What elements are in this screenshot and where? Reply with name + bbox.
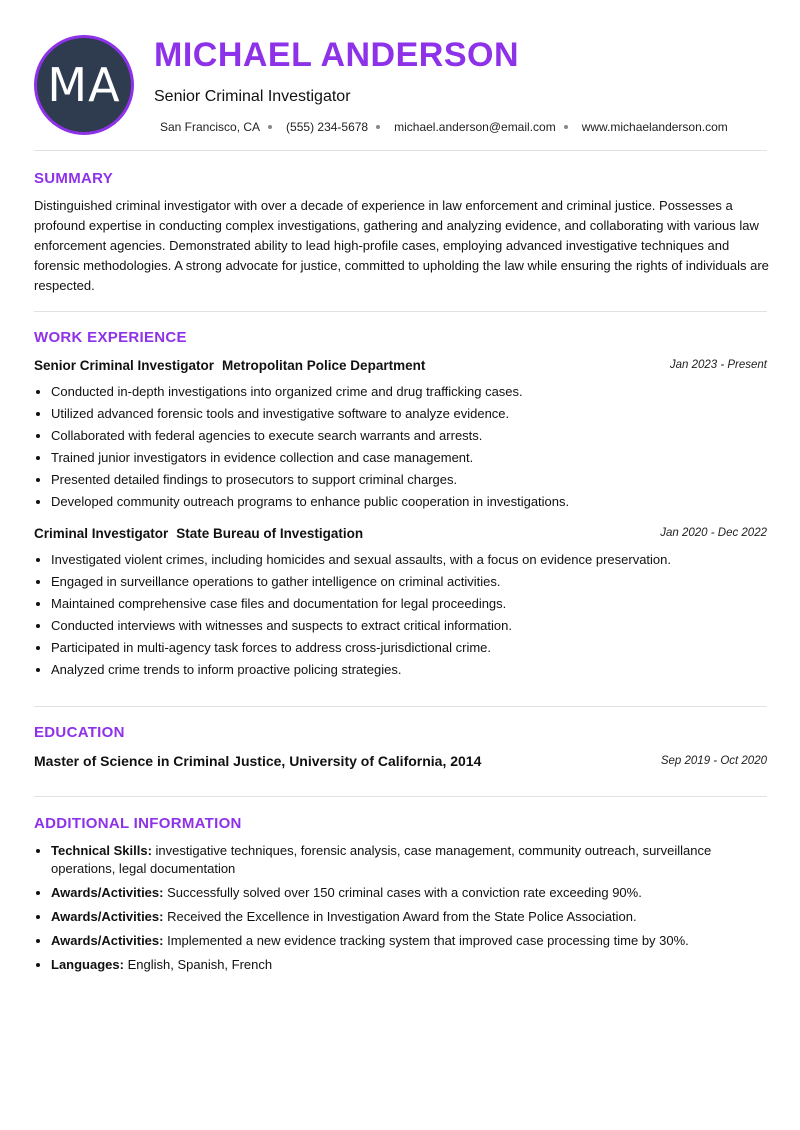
list-item xyxy=(51,908,767,926)
item-label: Awards/Activities: xyxy=(51,909,164,924)
education-heading: EDUCATION xyxy=(34,724,125,741)
item-label: Awards/Activities: xyxy=(51,933,164,948)
item-text: investigative techniques, forensic analysis, case management, community outreach, surveillance operations, legal documentation xyxy=(51,843,712,876)
list-item: • Analyzed crime trends to inform proactive policing strategies. xyxy=(51,659,767,681)
additional-heading: ADDITIONAL INFORMATION xyxy=(34,815,242,832)
summary-heading: SUMMARY xyxy=(34,170,114,187)
list-item: • Engaged in surveillance operations to gather intelligence on criminal activities. xyxy=(51,571,767,593)
contact-phone: (555) 234-5678 xyxy=(286,120,369,134)
item-label: Languages: xyxy=(51,957,124,972)
section-divider xyxy=(34,311,767,312)
item-text: Successfully solved over 150 criminal cases with a conviction rate exceeding 90%. xyxy=(167,885,642,900)
item-text: Received the Excellence in Investigation Award from the State Police Association. xyxy=(167,909,637,924)
list-item: • Developed community outreach programs to enhance public cooperation in investigations. xyxy=(51,491,767,513)
list-item: • Conducted in-depth investigations into organized crime and drug trafficking cases. xyxy=(51,381,767,403)
list-item: • Maintained comprehensive case files and documentation for legal proceedings. xyxy=(51,593,767,615)
job-role: Criminal Investigator xyxy=(34,526,169,541)
job-header xyxy=(34,526,767,544)
list-item: • Investigated violent crimes, including homicides and sexual assaults, with a focus on evidence preservation. xyxy=(51,549,767,571)
section-divider xyxy=(34,706,767,707)
job-organization: State Bureau of Investigation xyxy=(176,526,364,541)
avatar xyxy=(34,35,134,135)
separator-dot xyxy=(268,125,272,129)
list-item: • Participated in multi-agency task forces to address cross-jurisdictional crime. xyxy=(51,637,767,659)
job-header xyxy=(34,358,767,376)
candidate-name: MICHAEL ANDERSON xyxy=(154,36,520,74)
job-dates: Jan 2023 - Present xyxy=(669,359,767,371)
contact-location: San Francisco, CA xyxy=(160,120,261,134)
list-item: • Trained junior investigators in evidence collection and case management. xyxy=(51,447,767,469)
contact-row xyxy=(160,120,728,134)
section-divider xyxy=(34,796,767,797)
experience-heading: WORK EXPERIENCE xyxy=(34,329,187,346)
candidate-title: Senior Criminal Investigator xyxy=(154,88,351,105)
item-label: Awards/Activities: xyxy=(51,885,164,900)
resume-header xyxy=(0,0,800,150)
item-text: Implemented a new evidence tracking system that improved case processing time by 30%. xyxy=(167,933,689,948)
list-item: • Conducted interviews with witnesses and suspects to extract critical information. xyxy=(51,615,767,637)
item-text: English, Spanish, French xyxy=(127,957,273,972)
job-organization: Metropolitan Police Department xyxy=(222,358,426,373)
additional-bullets xyxy=(34,842,767,980)
job-dates: Jan 2020 - Dec 2022 xyxy=(660,527,767,539)
contact-website[interactable]: www.michaelanderson.com xyxy=(581,120,728,134)
summary-text: Distinguished criminal investigator with over a decade of experience in law enforcement and criminal justice. Possesses a profound expertise in conducting complex investigations, gathering and analyzing evidence, and collaborating with various law enforcement agencies. Demonstrated ability to lead high-profile cases, employing advanced investigative techniques and forensic methodologies. A strong advocate for justice, committed to upholding the law while ensuring the rights of individuals are respected. xyxy=(34,198,769,293)
list-item xyxy=(51,956,767,974)
list-item xyxy=(51,932,767,950)
list-item: • Presented detailed findings to prosecutors to support criminal charges. xyxy=(51,469,767,491)
section-divider xyxy=(34,150,767,151)
list-item: • Collaborated with federal agencies to execute search warrants and arrests. xyxy=(51,425,767,447)
education-entry xyxy=(34,753,767,773)
separator-dot xyxy=(376,125,380,129)
job-role: Senior Criminal Investigator xyxy=(34,358,215,373)
item-label: Technical Skills: xyxy=(51,843,152,858)
list-item: • Utilized advanced forensic tools and investigative software to analyze evidence. xyxy=(51,403,767,425)
education-degree: Master of Science in Criminal Justice, University of California, 2014 xyxy=(34,753,482,769)
list-item xyxy=(51,884,767,902)
list-item xyxy=(51,842,767,878)
avatar-initials: MA xyxy=(47,58,121,112)
separator-dot xyxy=(564,125,568,129)
contact-email[interactable]: michael.anderson@email.com xyxy=(394,120,556,134)
job-bullets xyxy=(34,549,767,681)
education-dates: Sep 2019 - Oct 2020 xyxy=(660,755,767,767)
job-bullets xyxy=(34,381,767,513)
